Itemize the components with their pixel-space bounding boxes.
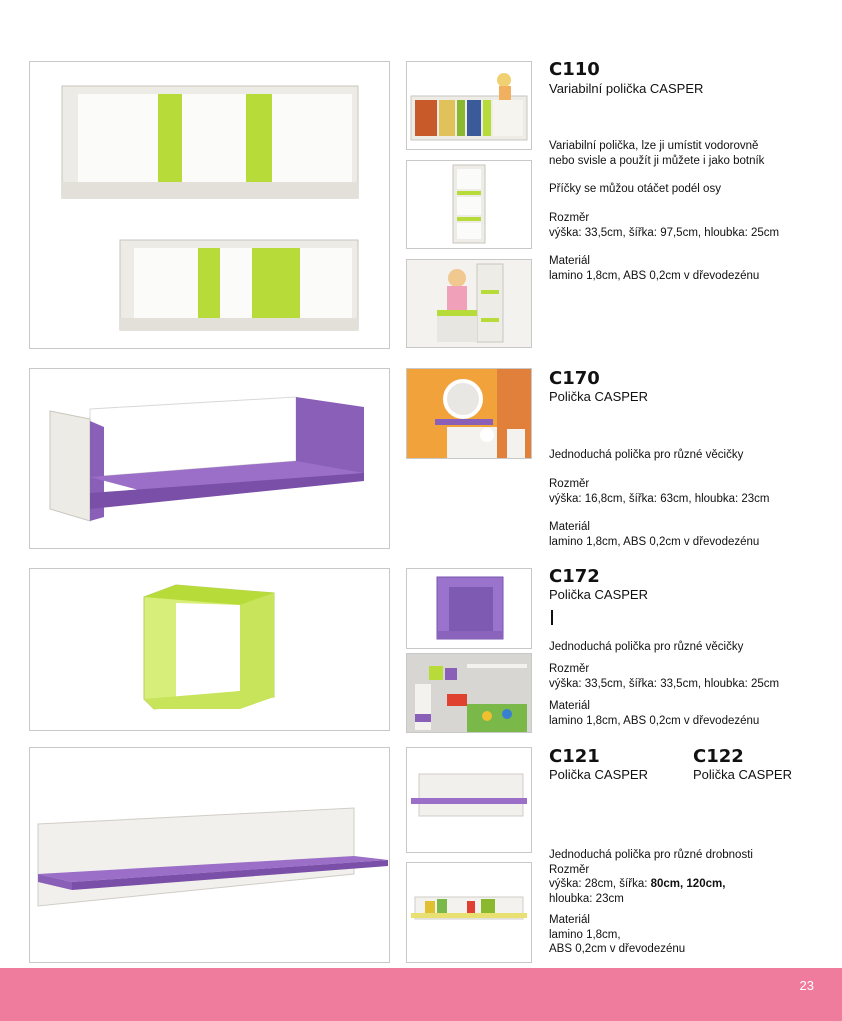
footer-bar [0, 968, 842, 1021]
c110-material-block [549, 254, 759, 283]
c121-size-line2: hloubka: 23cm [549, 892, 624, 905]
c170-main-image [29, 368, 390, 549]
text-cursor [551, 610, 553, 625]
c121-subtitle: Polička CASPER [549, 767, 648, 782]
c172-description: Jednoduchá polička pro různé věcičky [549, 641, 744, 653]
c170-material-value: lamino 1,8cm, ABS 0,2cm v dřevodezénu [549, 535, 760, 548]
c110-main-image [29, 61, 390, 349]
c121-material-line2: ABS 0,2cm v dřevodezénu [549, 943, 686, 955]
c110-description [549, 139, 764, 168]
c172-main-image [29, 568, 390, 731]
c172-material-block [549, 699, 759, 728]
c110-material-label: Materiál [549, 255, 590, 267]
c110-size-block [549, 211, 779, 240]
c121-size-widths: 80cm, 120cm, [650, 878, 726, 890]
c172-size-block [549, 662, 779, 691]
c170-material-block [549, 520, 759, 549]
c110-desc-rotate: Příčky se můžou otáčet podél osy [549, 183, 721, 195]
c121-material-label: Materiál [549, 914, 590, 926]
c110-size-value: výška: 33,5cm, šířka: 97,5cm, hloubka: 25cm [549, 226, 780, 239]
c170-subtitle: Polička CASPER [549, 389, 648, 404]
c172-material-label: Materiál [549, 700, 590, 712]
c172-size-label: Rozměr [549, 663, 590, 675]
c172-thumb-room [406, 653, 532, 733]
c110-size-label: Rozměr [549, 212, 590, 224]
c170-material-label: Materiál [549, 521, 590, 533]
c121-description: Jednoduchá polička pro různé drobnosti [549, 849, 753, 861]
c110-subtitle: Variabilní polička CASPER [549, 81, 704, 96]
c110-thumb-vertical [406, 160, 532, 249]
c121-thumb-empty [406, 747, 532, 853]
c110-thumb-room [406, 259, 532, 348]
c121-material-block [549, 913, 685, 957]
c110-desc-line1: Variabilní polička, lze ji umístit vodorovně [549, 140, 759, 152]
c172-material-value: lamino 1,8cm, ABS 0,2cm v dřevodezénu [549, 714, 760, 727]
c172-code: C172 [549, 566, 600, 587]
c110-material-value: lamino 1,8cm, ABS 0,2cm v dřevodezénu [549, 269, 760, 282]
c121-size-line1 [549, 877, 753, 892]
c172-thumb-purple [406, 568, 532, 649]
c110-desc-line2: nebo svisle a použít ji můžete i jako botník [549, 154, 765, 167]
c121-material-line1: lamino 1,8cm, [549, 928, 621, 941]
c121-main-image [29, 747, 390, 963]
c110-code: C110 [549, 59, 600, 80]
c170-size-value: výška: 16,8cm, šířka: 63cm, hloubka: 23cm [549, 492, 770, 505]
c122-subtitle: Polička CASPER [693, 767, 792, 782]
c170-description: Jednoduchá polička pro různé věcičky [549, 449, 744, 461]
page-number: 23 [799, 978, 814, 993]
c172-size-value: výška: 33,5cm, šířka: 33,5cm, hloubka: 25cm [549, 677, 780, 690]
c170-size-block [549, 477, 770, 506]
c121-code: C121 [549, 746, 600, 767]
c121-description-block [549, 848, 753, 906]
c121-size-part-a: výška: 28cm, šířka: [549, 878, 651, 890]
c122-code: C122 [693, 746, 744, 767]
c122-thumb-toys [406, 862, 532, 963]
c170-thumb-room [406, 368, 532, 459]
c170-size-label: Rozměr [549, 478, 590, 490]
c172-subtitle: Polička CASPER [549, 587, 648, 602]
c110-thumb-books [406, 61, 532, 150]
c170-code: C170 [549, 368, 600, 389]
c121-size-label: Rozměr [549, 863, 590, 876]
